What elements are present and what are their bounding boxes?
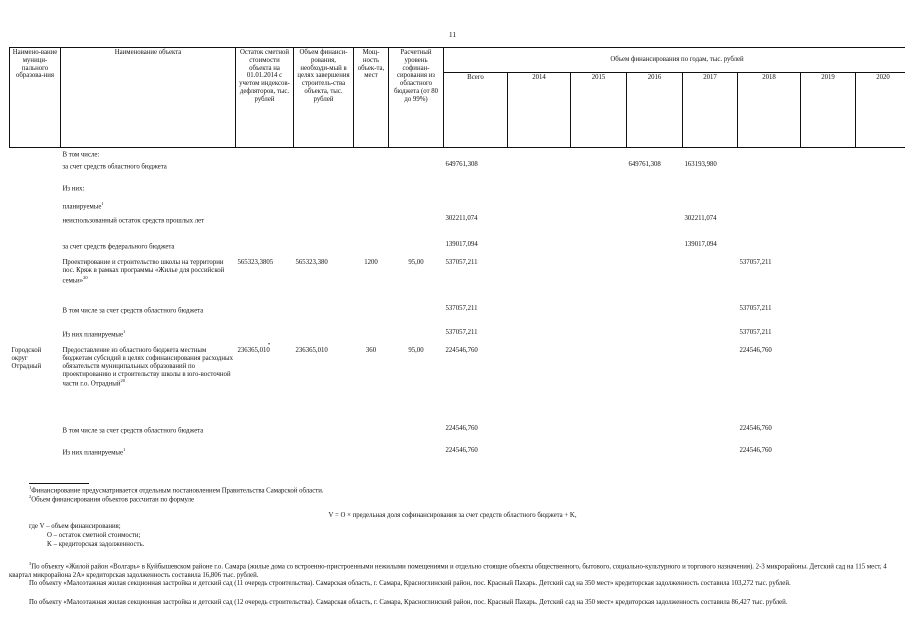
cell-year-value [856, 214, 905, 240]
cell-cofinancing: 95,00 [408, 259, 424, 267]
cell-year-value [738, 148, 801, 161]
cell-capacity [354, 328, 389, 346]
table-body [10, 148, 905, 465]
cell-year-value [683, 446, 738, 464]
footnote-ref: 1 [123, 329, 126, 335]
cell-municipality [10, 200, 61, 214]
cell-year-value [627, 328, 683, 346]
table-row [10, 182, 905, 200]
cell-capacity [354, 160, 389, 182]
cell-year-value [738, 160, 801, 182]
cell-year-value [627, 240, 683, 258]
table-row [10, 200, 905, 214]
cell-year-value: 224546,760 [445, 347, 478, 355]
cell-object [61, 160, 236, 182]
financing-table [9, 47, 905, 464]
cell-remaining [236, 304, 294, 328]
cell-year-value [801, 148, 856, 161]
cell-year-value [508, 200, 571, 214]
table-row [10, 446, 905, 464]
table-row [10, 160, 905, 182]
cell-year-value: 224546,760 [739, 447, 772, 455]
cell-needed [294, 214, 354, 240]
footnote-3b: По объекту «Малоэтажная жилая секционная застройка и детский сад (11 очередь строительства). Самарская область, г. Самара, Красноглинский район, пос. Красный Пахарь. Детский сад на 350 мест» кредиторская задолженность составила 103,272 тыс. рублей. [29, 580, 791, 587]
cell-needed [294, 148, 354, 161]
cell-year-value [627, 200, 683, 214]
cell-object [61, 304, 236, 328]
cell-cofinancing [389, 214, 444, 240]
cell-cofinancing [389, 200, 444, 214]
cell-year-value: 537057,211 [739, 305, 772, 313]
cell-object [61, 148, 236, 161]
cell-municipality [10, 214, 61, 240]
cell-year-value [508, 328, 571, 346]
cell-capacity [354, 182, 389, 200]
cell-cofinancing [389, 148, 444, 161]
cell-object-text: В том числе за счет средств областного бюджета [62, 427, 204, 435]
cell-object [61, 424, 236, 446]
cell-municipality [10, 148, 61, 161]
cell-object-text: за счет средств областного бюджета [62, 163, 167, 171]
cell-year-value [683, 424, 738, 446]
formula-where-k: K – кредиторская задолженность. [47, 541, 145, 548]
cell-year-value [856, 446, 905, 464]
cell-object [61, 200, 236, 214]
cell-needed [294, 328, 354, 346]
cell-remaining: 565323,3805 [237, 259, 274, 267]
cell-year-value [444, 182, 508, 200]
cell-year-value: 224546,760 [445, 425, 478, 433]
cell-municipality [10, 240, 61, 258]
cell-capacity [354, 424, 389, 446]
cell-year-value [683, 346, 738, 424]
cell-year-value [627, 148, 683, 161]
cell-year-value [683, 328, 738, 346]
cell-year-value: 302211,074 [445, 215, 478, 223]
cell-year-value: 649761,308 [445, 161, 478, 169]
table-row [10, 240, 905, 258]
year-header-cell: 2020 [856, 73, 905, 148]
cell-year-value [627, 214, 683, 240]
cell-object-text: Из них: [62, 185, 85, 193]
cell-year-value [738, 182, 801, 200]
cell-municipality [10, 258, 61, 304]
header-municipality: Наимено-вание муници-пального образова-ния [10, 48, 61, 148]
cell-needed: 565323,380 [295, 259, 328, 267]
cell-year-value [571, 160, 627, 182]
cell-cofinancing [389, 446, 444, 464]
cell-year-value [508, 214, 571, 240]
cell-cofinancing [389, 240, 444, 258]
cell-object-text: Проектирование и строительство школы на территории пос. Кряж в рамках программы «Жилье для российской семьи» [62, 259, 225, 284]
cell-remaining [236, 182, 294, 200]
year-header-cell: 2014 [508, 73, 571, 148]
cell-object-text: Из них планируемые [62, 331, 124, 339]
cell-year-value: 224546,760 [739, 347, 772, 355]
cell-object [61, 214, 236, 240]
cell-object [61, 346, 236, 424]
cell-year-value: 537057,211 [445, 329, 478, 337]
cell-year-value: 302211,074 [684, 215, 717, 223]
cell-remaining [236, 240, 294, 258]
cell-year-value [571, 240, 627, 258]
cell-year-value [444, 200, 508, 214]
footnote-3a: $^3$По объекту «Жилой район «Волгарь» в Куйбышевском районе г.о. Самара (жилые дома со встроенно-пристроенными нежилыми помещениями и отдельно стоящие объекты общественного, бытового, социально-культурного и торгового назначения). 2-3 микрорайоны. Детский сад на 115 мест, 4 квартал микрорайона 2А» кредиторская задолженность составила 16,806 тыс. рублей. [9, 561, 887, 579]
cell-year-value [571, 200, 627, 214]
cell-object [61, 182, 236, 200]
cell-year-value [627, 424, 683, 446]
cell-needed [294, 424, 354, 446]
cell-capacity [354, 446, 389, 464]
cell-remaining [236, 328, 294, 346]
cell-needed: 236365,010 [295, 347, 328, 355]
cell-object [61, 258, 236, 304]
cell-municipality: Городской округ Отрадный [11, 347, 42, 370]
table-row [10, 346, 905, 424]
cell-object-text: неиспользованный остаток средств прошлых лет [62, 217, 205, 225]
cell-year-value [571, 424, 627, 446]
page-number: 11 [448, 30, 457, 39]
cell-object-text: В том числе за счет средств областного бюджета [62, 307, 204, 315]
cell-year-value [571, 182, 627, 200]
cell-year-value [856, 160, 905, 182]
header-cofinancing: Расчетный уровень софинан-сирования из областного бюджета (от 80 до 99%) [389, 48, 444, 148]
cell-municipality [10, 446, 61, 464]
formula: V = O × предельная доля софинансирования за счет средств областного бюджета + K, [328, 512, 577, 519]
cell-year-value: 224546,760 [445, 447, 478, 455]
header-needed: Объем финанси-рования, необходи-мый в целях завершения строитель-ства объекта, тыс. рублей [294, 48, 354, 148]
cell-remaining [236, 424, 294, 446]
year-header-cell: 2019 [801, 73, 856, 148]
cell-capacity: 1200 [364, 259, 378, 267]
header-capacity: Мощ-ность объек-та, мест [354, 48, 389, 148]
cell-year-value: 537057,211 [739, 329, 772, 337]
cell-year-value [856, 328, 905, 346]
cell-year-value [738, 214, 801, 240]
table-row [10, 424, 905, 446]
cell-year-value: 163193,980 [684, 161, 717, 169]
cell-year-value [571, 214, 627, 240]
footnote-3c: По объекту «Малоэтажная жилая секционная застройка и детский сад (12 очередь строительства). Самарская область, г. Самара, Красноглинский район, пос. Красный Пахарь. Детский сад на 350 мест» кредиторская задолженность составила 86,427 тыс. рублей. [29, 599, 788, 606]
cell-year-value [627, 182, 683, 200]
table-header-row [10, 48, 905, 73]
cell-object [61, 328, 236, 346]
year-header-cell: 2018 [738, 73, 801, 148]
cell-object [61, 446, 236, 464]
cell-year-value [801, 446, 856, 464]
cell-year-value [801, 160, 856, 182]
cell-year-value [856, 346, 905, 424]
formula-where-v: где V – объем финансирования; [29, 523, 121, 530]
cell-year-value [627, 258, 683, 304]
cell-year-value [683, 148, 738, 161]
cell-year-value [444, 148, 508, 161]
cell-remaining [236, 446, 294, 464]
cell-year-value [508, 304, 571, 328]
cell-year-value [801, 200, 856, 214]
footnote-ref: 20 [83, 274, 88, 280]
cell-capacity: 360 [365, 347, 377, 355]
cell-year-value: 139017,094 [445, 241, 478, 249]
cell-cofinancing: 95,00 [408, 347, 424, 355]
cell-cofinancing [389, 424, 444, 446]
cell-object-text: планируемые [62, 203, 102, 211]
cell-object-text: В том числе: [62, 151, 100, 159]
table-row [10, 304, 905, 328]
cell-capacity [354, 240, 389, 258]
cell-year-value [508, 148, 571, 161]
footnote-separator [29, 483, 89, 484]
cell-year-value [627, 346, 683, 424]
cell-year-value [856, 182, 905, 200]
year-header-cell: 2016 [627, 73, 683, 148]
cell-object-text: Предоставление из областного бюджета местным бюджетам субсидий в целях софинансирования расходных обязательств муниципальных образований по проектированию и строительству школы в юго-восточной части г.о. Отрадный [62, 347, 233, 388]
cell-year-value [801, 346, 856, 424]
cell-cofinancing [389, 328, 444, 346]
table-row [10, 328, 905, 346]
table-row [10, 258, 905, 304]
cell-remaining [236, 200, 294, 214]
cell-remaining [236, 148, 294, 161]
cell-year-value [508, 346, 571, 424]
cell-municipality [10, 424, 61, 446]
cell-municipality [10, 160, 61, 182]
cell-year-value [801, 424, 856, 446]
cell-year-value: 537057,211 [445, 259, 478, 267]
header-remaining: Остаток сметной стоимости объекта на 01.01.2014 с учетом индексов-дефляторов, тыс. рублей [236, 48, 294, 148]
footnote-ref: 20 [120, 378, 125, 384]
cell-needed [294, 182, 354, 200]
cell-needed [294, 160, 354, 182]
cell-object [61, 240, 236, 258]
cell-year-value [508, 446, 571, 464]
cell-year-value [683, 304, 738, 328]
cell-capacity [354, 214, 389, 240]
cell-year-value [627, 446, 683, 464]
cell-year-value [801, 182, 856, 200]
cell-year-value [856, 148, 905, 161]
cell-needed [294, 200, 354, 214]
cell-year-value [856, 424, 905, 446]
header-object: Наименование объекта [61, 48, 236, 148]
cell-year-value [856, 304, 905, 328]
stray-mark: • [268, 342, 271, 348]
header-years-group: Объем финансирования по годам, тыс. рублей [444, 48, 905, 73]
cell-year-value [683, 182, 738, 200]
cell-remaining: 236365,010 [237, 347, 270, 355]
footnote-1: $^1$Финансирование предусматривается отдельным постановлением Правительства Самарской области. [29, 485, 324, 495]
cell-year-value [801, 258, 856, 304]
cell-year-value: 537057,211 [445, 305, 478, 313]
cell-year-value [801, 328, 856, 346]
cell-remaining [236, 214, 294, 240]
year-header-cell: 2017 [683, 73, 738, 148]
cell-year-value [856, 240, 905, 258]
cell-year-value [683, 258, 738, 304]
cell-capacity [354, 148, 389, 161]
cell-year-value [627, 304, 683, 328]
cell-needed [294, 304, 354, 328]
table-row [10, 214, 905, 240]
cell-needed [294, 240, 354, 258]
cell-year-value: 649761,308 [628, 161, 661, 169]
cell-year-value [508, 160, 571, 182]
cell-year-value: 139017,094 [684, 241, 717, 249]
cell-municipality [10, 328, 61, 346]
cell-year-value [571, 328, 627, 346]
cell-year-value [801, 240, 856, 258]
cell-year-value [571, 346, 627, 424]
formula-where-o: O – остаток сметной стоимости; [47, 532, 141, 539]
cell-year-value [508, 182, 571, 200]
footnote-ref: 1 [123, 447, 126, 453]
cell-municipality [10, 182, 61, 200]
footnote-2: $^2$Объем финансирования объектов рассчитан по формуле [29, 494, 195, 504]
cell-year-value: 224546,760 [739, 425, 772, 433]
footnote-ref: 1 [101, 201, 104, 207]
cell-year-value [571, 304, 627, 328]
cell-needed [294, 446, 354, 464]
cell-year-value [571, 258, 627, 304]
cell-year-value [683, 200, 738, 214]
cell-object-text: Из них планируемые [62, 449, 124, 457]
cell-cofinancing [389, 182, 444, 200]
year-header-cell: 2015 [571, 73, 627, 148]
year-header-cell: Всего [444, 73, 508, 148]
cell-year-value [571, 148, 627, 161]
cell-year-value [801, 304, 856, 328]
cell-object-text: за счет средств федерального бюджета [62, 243, 175, 251]
cell-year-value [856, 200, 905, 214]
cell-capacity [354, 304, 389, 328]
cell-year-value [738, 240, 801, 258]
cell-year-value [508, 240, 571, 258]
cell-year-value [801, 214, 856, 240]
cell-capacity [354, 200, 389, 214]
cell-year-value: 537057,211 [739, 259, 772, 267]
cell-year-value [508, 258, 571, 304]
cell-cofinancing [389, 160, 444, 182]
cell-year-value [508, 424, 571, 446]
cell-year-value [856, 258, 905, 304]
cell-municipality [10, 304, 61, 328]
cell-cofinancing [389, 304, 444, 328]
cell-remaining [236, 160, 294, 182]
cell-year-value [571, 446, 627, 464]
cell-year-value [738, 200, 801, 214]
table-row [10, 148, 905, 161]
